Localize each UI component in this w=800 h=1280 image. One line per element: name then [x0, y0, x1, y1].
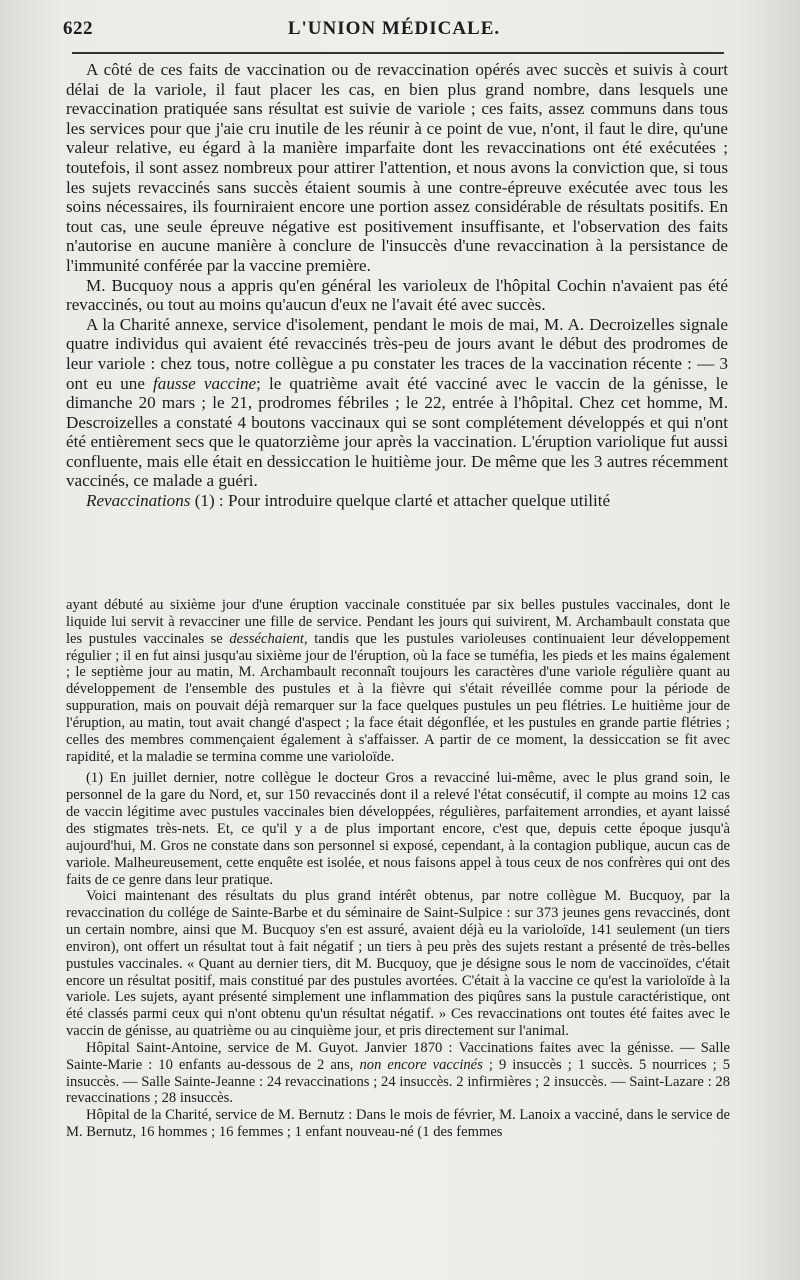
section-start: Revaccinations (1) : Pour introduire quelque clarté et attacher quelque utilité	[86, 491, 611, 511]
section-heading: Revaccinations	[86, 491, 191, 511]
italic-phrase: fausse vaccine	[153, 373, 257, 393]
main-text	[66, 60, 728, 511]
italic-phrase: non encore vaccinés	[359, 1056, 483, 1073]
footnote: (1) En juillet dernier, notre collègue le docteur Gros a revacciné lui-même, avec le plus grand soin, le personnel de la gare du Nord, et, sur 150 revaccinés dont il a relevé l'état consécutif, il compte au moins 12 cas de vaccin légitime avec pustules vaccinales bien développées, régulières, parfaitement arrondies, et ayant laissé des stigmates très-nets. Et, ce qu'il y a de plus important encore, c'est que, depuis cette époque jusqu'à aujourd'hui, M. Gros ne constate dans son personnel si exposé, cependant, à la contagion publique, aucun cas de variole. Malheureusement, cette enquête est isolée, et nous faisons appel à tous ceux de nos confrères qui ont des faits de ce genre dans leur pratique.	[66, 770, 730, 888]
paragraph: A la Charité annexe, service d'isolement, pendant le mois de mai, M. A. Decroizelles signale quatre individus qui avaient été revaccinés très-peu de jours avant le début des prodromes de leur variole : chez tous, notre collègue a pu constater les traces de la vaccination récente : — 3 ont eu une fausse vaccine; le quatrième avait été vacciné avec le vaccin de la génisse, le dimanche 20 mars ; le 21, prodromes fébriles ; le 22, entrée à l'hôpital. Chez cet homme, M. Descroizelles a constaté 4 boutons vaccinaux qui se sont complétement développés et qui n'ont été entièrement secs que le quatorzième jour après la vaccination. L'éruption variolique fut aussi confluente, mais elle était en dessiccation le huitième jour. De même que les 3 autres récemment vaccinés, ce malade a guéri.	[66, 314, 728, 491]
page-header	[60, 18, 728, 44]
footnotes	[66, 597, 730, 1141]
running-title: L'UNION MÉDICALE.	[287, 18, 501, 39]
paragraph: M. Bucquoy nous a appris qu'en général les varioleux de l'hôpital Cochin n'avaient pas été revaccinés, ou tout au moins qu'aucun d'eux ne l'avait été avec succès.	[66, 275, 728, 315]
header-rule	[72, 52, 724, 54]
footnote-paragraph: Hôpital de la Charité, service de M. Bernutz : Dans le mois de février, M. Lanoix a vacciné, dans le service de M. Bernutz, 16 hommes ; 16 femmes ; 1 enfant nouveau-né (1 des femmes	[66, 1107, 730, 1141]
italic-phrase: desséchaient	[229, 630, 304, 647]
footnote-continuation: ayant débuté au sixième jour d'une éruption vaccinale constituée par six belles pustules vaccinales, dont le liquide lui servit à revacciner une fille de service. Pendant les jours qui suivirent, M. Archambault constata que les pustules vaccinales se desséchaient, tandis que les pustules varioleuses continuaient leur développement régulier ; il en fut ainsi jusqu'au sixième jour de l'éruption, où la face se tuméfia, les pieds et les mains également ; le septième jour au matin, M. Archambault reconnaît toujours les caractères d'une variole régulière quant au développement de l'ensemble des pustules et à la fièvre qui s'était réveillée comme pour la période de suppuration, mais on pouvait déjà remarquer sur la face quelques pustules un peu flétries. Le huitième jour de l'éruption, au matin, tout avait changé d'aspect ; la face était dégonflée, et les pustules en grande partie flétries ; celles des membres commençaient également à s'affaisser. A partir de ce moment, la dessiccation se fit avec rapidité, et la maladie se termina comme une varioloïde.	[66, 597, 730, 765]
paragraph: A côté de ces faits de vaccination ou de revaccination opérés avec succès et suivis à court délai de la variole, il faut placer les cas, en bien plus grand nombre, dans lesquels une revaccination pratiquée sans résultat est suivie de variole ; ces faits, assez communs dans tous les services pour que j'aie cru inutile de les réunir à ce point de vue, n'ont, il faut le dire, qu'une valeur relative, eu égard à la manière imparfaite dont les revaccinations ont été exécutées ; toutefois, il sont assez nombreux pour attirer l'attention, et nous avons la conviction que, si tous les sujets revaccinés sans succès étaient soumis à une contre-épreuve exécutée avec tous les soins nécessaires, ils fourniraient encore une portion assez considérable de résultats positifs. En tout cas, une seule épreuve négative est positivement insuffisante, et l'observation des faits n'autorise en aucune manière à conclure de l'insuccès d'une revaccination à la persistance de l'immunité conférée par la vaccine première.	[66, 60, 728, 275]
footnote-paragraph: Voici maintenant des résultats du plus grand intérêt obtenus, par notre collègue M. Bucquoy, par la revaccination du collége de Sainte-Barbe et du séminaire de Saint-Sulpice : sur 373 jeunes gens revaccinés, dont un certain nombre, ainsi que M. Bucquoy s'en est assuré, avaient déjà eu la varioloïde, 141 seulement (un tiers environ), ont offert un résultat tout à fait négatif ; un tiers à peu près des sujets restant a présenté de très-belles pustules vaccinales. « Quant au dernier tiers, dit M. Bucquoy, que je désigne sous le nom de vaccinoïdes, c'était encore un résultat positif, mais constitué par des pustules avortées. C'était à la vaccine ce qu'est la varioloïde à la variole. Les sujets, ayant présenté simplement une inflammation des piqûres sans la pustule caractéristique, ont été classés parmi ceux qui n'ont obtenu qu'un résultat négatif. » Ces revaccinations ont toutes été faites avec le vaccin de génisse, au quatrième ou au cinquième jour, et pris directement sur l'animal.	[66, 888, 730, 1040]
page-number: 622	[63, 18, 93, 39]
footnote-paragraph: Hôpital Saint-Antoine, service de M. Guyot. Janvier 1870 : Vaccinations faites avec la génisse. — Salle Sainte-Marie : 10 enfants au-dessous de 2 ans, non encore vaccinés ; 9 insuccès ; 1 succès. 5 nourrices ; 5 insuccès. — Salle Sainte-Jeanne : 24 revaccinations ; 24 insuccès. 2 infirmières ; 2 insuccès. — Saint-Lazare : 28 revaccinations ; 28 insuccès.	[66, 1039, 731, 1107]
